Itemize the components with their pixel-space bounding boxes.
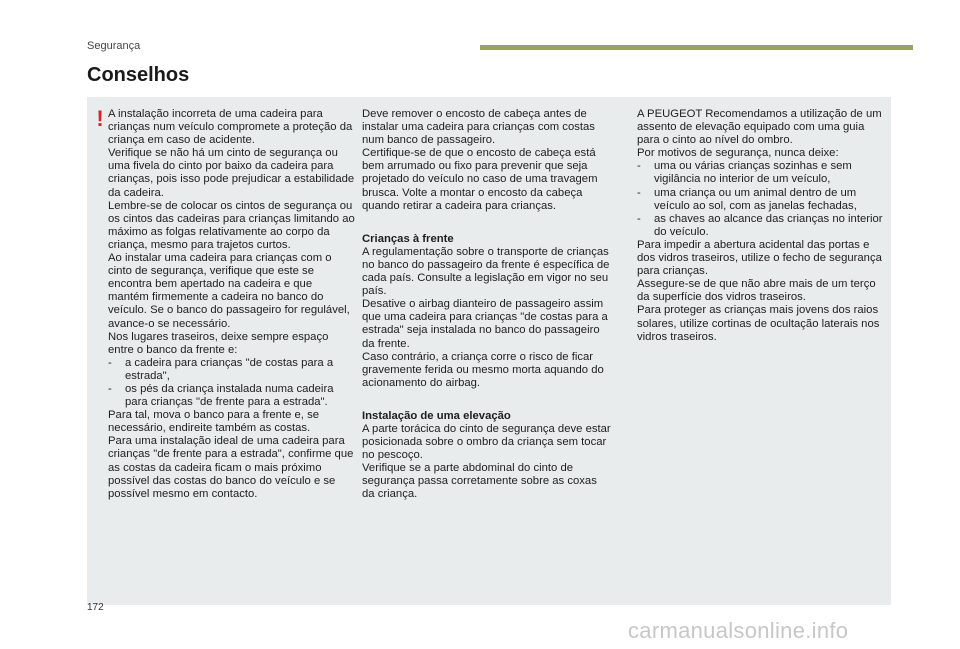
- paragraph: Assegure-se de que não abre mais de um terço da superfície dos vidros traseiros.: [637, 278, 876, 304]
- paragraph: Ao instalar uma cadeira para crianças com o cinto de segurança, verifique que este se encontra bem apertado na cadeira e que mantém firmemente a cadeira no banco do veículo. Se o banco do passageiro for regulável, avance-o se necessário.: [108, 252, 350, 330]
- paragraph: A PEUGEOT Recomendamos a utilização de um assento de elevação equipado com uma guia para o cinto ao nível do ombro.: [637, 108, 882, 147]
- page-number: 172: [87, 602, 104, 613]
- paragraph: Certifique-se de que o encosto de cabeça está bem arrumado ou fixo para prevenir que seja projetado do veículo no caso de uma travagem brusca. Volte a montar o encosto da cabeça quando retirar a cadeira para crianças.: [362, 147, 598, 212]
- paragraph: Desative o airbag dianteiro de passageiro assim que uma cadeira para crianças "de costas para a estrada" seja instalada no banco do passageiro da frente.: [362, 298, 608, 350]
- watermark: carmanualsonline.info: [628, 618, 849, 643]
- list-item: - as chaves ao alcance das crianças no interior do veículo.: [637, 213, 887, 239]
- paragraph: A regulamentação sobre o transporte de crianças no banco do passageiro da frente é específica de cada país. Consulte a legislação em vigor no seu país.: [362, 245, 610, 298]
- paragraph: Verifique se não há um cinto de segurança ou uma fivela do cinto por baixo da cadeira para crianças, pois isso pode prejudicar a estabilidade da cadeira.: [108, 147, 355, 199]
- paragraph: A instalação incorreta de uma cadeira para crianças num veículo compromete a proteção da criança em caso de acidente.: [108, 108, 353, 147]
- subheading-booster-seat: Instalação de uma elevação: [362, 409, 511, 422]
- paragraph: Para tal, mova o banco para a frente e, se necessário, endireite também as costas.: [108, 409, 320, 435]
- paragraph: Caso contrário, a criança corre o risco de ficar gravemente ferida ou mesmo morta aquando do acionamento do airbag.: [362, 350, 604, 389]
- paragraph: Nos lugares traseiros, deixe sempre espaço entre o banco da frente e:: [108, 330, 329, 356]
- list-item: - uma criança ou um animal dentro de um veículo ao sol, com as janelas fechadas,: [637, 187, 887, 213]
- paragraph: Lembre-se de colocar os cintos de segurança ou os cintos das cadeiras para crianças limitando ao máximo as folgas relativamente ao corpo da criança, mesmo para trajetos curtos.: [108, 199, 355, 251]
- paragraph: Deve remover o encosto de cabeça antes de instalar uma cadeira para crianças com costas num banco de passageiro.: [362, 108, 595, 147]
- warning-icon: !: [96, 106, 104, 131]
- column-1: [108, 108, 356, 501]
- page-title: Conselhos: [87, 64, 190, 86]
- paragraph: Para impedir a abertura acidental das portas e dos vidros traseiros, utilize o fecho de segurança para crianças.: [637, 238, 882, 278]
- column-2: [362, 108, 612, 502]
- subheading-children-front: Crianças à frente: [362, 232, 454, 245]
- paragraph: Verifique se a parte abdominal do cinto de segurança passa corretamente sobre as coxas da criança.: [362, 462, 597, 501]
- list-item: - a cadeira para crianças "de costas para a estrada",: [108, 357, 356, 383]
- paragraph: Para proteger as crianças mais jovens dos raios solares, utilize cortinas de ocultação laterais nos vidros traseiros.: [637, 304, 880, 343]
- section-label: Segurança: [87, 40, 141, 52]
- paragraph: Para uma instalação ideal de uma cadeira para crianças "de frente para a estrada", confirme que as costas da cadeira ficam o mais próximo possível das costas do banco do veículo e se possível mesmo em contacto.: [108, 435, 354, 500]
- paragraph: Por motivos de segurança, nunca deixe:: [637, 147, 839, 160]
- list-item: - uma ou várias crianças sozinhas e sem vigilância no interior de um veículo,: [637, 160, 887, 186]
- column-3: [637, 108, 887, 344]
- paragraph: A parte torácica do cinto de segurança deve estar posicionada sobre o ombro da criança sem tocar no pescoço.: [362, 422, 611, 462]
- list-item: - os pés da criança instalada numa cadeira para crianças "de frente para a estrada".: [108, 383, 356, 409]
- header-accent-bar: [480, 45, 913, 50]
